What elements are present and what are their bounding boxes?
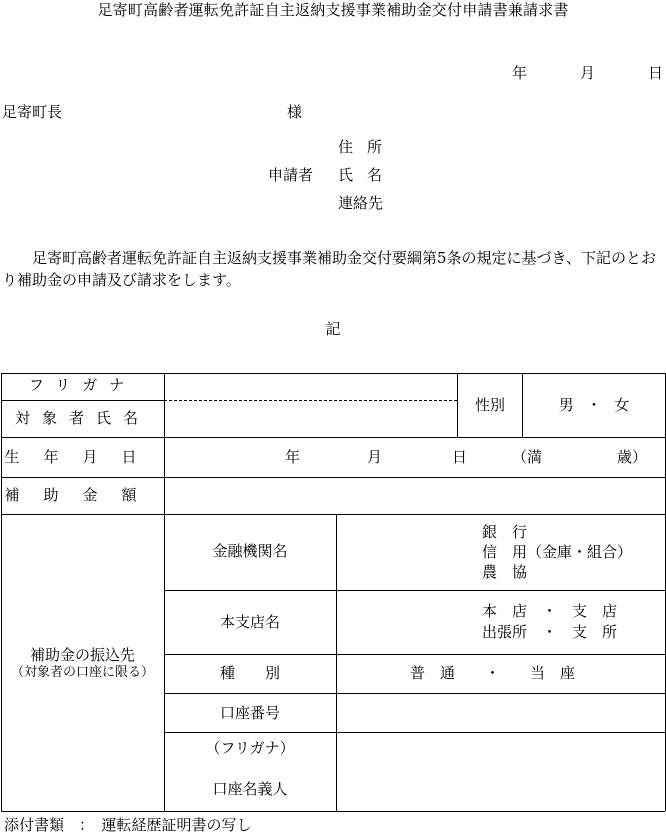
- gender-label: 性別: [474, 396, 505, 414]
- row-divider-birth: [1, 477, 665, 478]
- account-number-label: 口座番号: [219, 704, 280, 722]
- bank-type-shinyo: 信 用（金庫・組合）: [482, 543, 633, 561]
- holder-furigana-label: （フリガナ）: [205, 739, 295, 757]
- row-divider-amount: [1, 514, 665, 515]
- applicant-contact-label: 連絡先: [338, 194, 384, 212]
- furigana-dashed-divider: [164, 400, 457, 401]
- birth-month-label: 月: [367, 448, 383, 466]
- document-title: 足寄町高齢者運転免許証自主返納支援事業補助金交付申請書兼請求書: [97, 1, 569, 19]
- date-month-label: 月: [580, 64, 596, 82]
- bank-name-label: 金融機関名: [212, 542, 288, 560]
- bank-type-ginko: 銀 行: [482, 523, 528, 541]
- row-divider-number: [164, 732, 665, 733]
- birth-day-label: 日: [452, 448, 468, 466]
- table-border-top: [1, 373, 665, 374]
- addressee: 足寄町長: [2, 103, 63, 121]
- date-year-label: 年: [512, 64, 528, 82]
- row-divider-type: [164, 693, 665, 694]
- table-border-bottom: [1, 811, 665, 812]
- branch-type-office: 出張所 ・ 支 所: [482, 623, 618, 641]
- ki-heading: 記: [325, 320, 341, 338]
- birthdate-label: 生年月日: [4, 448, 161, 466]
- amount-label: 補助金額: [4, 486, 161, 504]
- furigana-divider: [1, 400, 164, 401]
- transfer-value-divider: [336, 514, 337, 811]
- birth-year-label: 年: [285, 448, 301, 466]
- date-day-label: 日: [648, 64, 664, 82]
- account-holder-label: 口座名義人: [212, 780, 288, 798]
- row-divider-branch: [164, 654, 665, 655]
- table-border-left: [1, 373, 2, 811]
- bank-type-nokyo: 農 協: [482, 563, 528, 581]
- branch-name-label: 本支店名: [219, 613, 280, 631]
- row-divider-name: [1, 437, 665, 438]
- row-divider-bank: [164, 590, 665, 591]
- branch-type-main: 本 店 ・ 支 店: [482, 602, 618, 620]
- age-field: （満 歳）: [512, 448, 648, 466]
- furigana-label: フリガナ: [28, 376, 137, 394]
- account-type-label: 種 別: [219, 664, 280, 682]
- honorific: 様: [287, 103, 303, 121]
- account-type-options: 普 通 ・ 当 座: [410, 664, 576, 682]
- subject-name-label: 対象者氏名: [14, 409, 150, 427]
- applicant-label: 申請者: [268, 166, 314, 184]
- gender-options: 男 ・ 女: [558, 396, 630, 414]
- applicant-address-label: 住所: [338, 138, 397, 156]
- body-text: 足寄町高齢者運転免許証自主返納支援事業補助金交付要綱第5条の規定に基づき、下記のとおり補助金の申請及び請求をします。: [2, 249, 656, 289]
- applicant-name-label: 氏名: [338, 166, 397, 184]
- attachments-note: 添付書類 ： 運転経歴証明書の写し: [4, 816, 252, 834]
- transfer-label: 補助金の振込先: [29, 646, 135, 664]
- transfer-note: （対象者の口座に限る）: [10, 665, 154, 680]
